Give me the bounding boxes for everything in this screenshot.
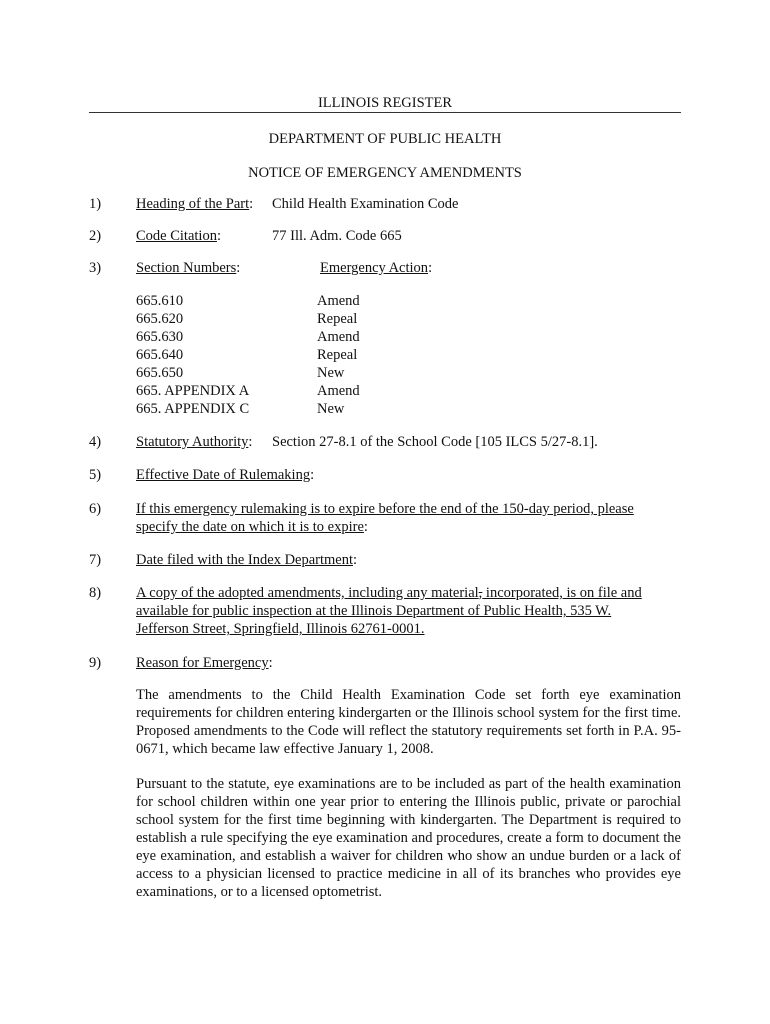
item-3-label: Section Numbers <box>136 260 237 276</box>
item-4-number: 4) <box>89 434 102 450</box>
item-6-number: 6) <box>89 501 102 517</box>
item-1-number: 1) <box>89 196 102 212</box>
item-2-label: Code Citation <box>136 228 217 244</box>
item-3 <box>136 259 240 277</box>
item-4-colon: : <box>248 434 253 450</box>
item-9 <box>136 654 273 672</box>
item-3-colon: : <box>236 260 241 276</box>
item-8-line-2: available for public inspection at the Illinois Department of Public Health, 535 W. <box>136 603 612 619</box>
item-1-label: Heading of the Part <box>136 196 250 212</box>
item-4-label: Statutory Authority <box>136 434 249 450</box>
emergency-action-label: Emergency Action <box>320 260 429 276</box>
notice-title: NOTICE OF EMERGENCY AMENDMENTS <box>248 165 522 181</box>
section-action: New <box>317 365 345 381</box>
section-row <box>136 346 436 364</box>
item-7-number: 7) <box>89 552 102 568</box>
section-action: Amend <box>317 293 360 309</box>
section-code: 665.650 <box>136 365 184 381</box>
department-title: DEPARTMENT OF PUBLIC HEALTH <box>268 131 502 147</box>
section-code: 665. APPENDIX A <box>136 383 250 399</box>
item-2-number: 2) <box>89 228 102 244</box>
section-code: 665.610 <box>136 293 184 309</box>
item-8-number: 8) <box>89 585 102 601</box>
item-9-label: Reason for Emergency <box>136 655 269 671</box>
section-code: 665.630 <box>136 329 184 345</box>
item-1 <box>136 195 253 213</box>
section-row <box>136 328 436 346</box>
register-title: ILLINOIS REGISTER <box>317 95 453 111</box>
section-row <box>136 382 436 400</box>
item-8-line-1 <box>136 584 642 602</box>
item-8-text-c: incorporated, is on file and <box>482 585 642 601</box>
emergency-action-colon: : <box>428 260 433 276</box>
section-code: 665.640 <box>136 347 184 363</box>
item-3-number: 3) <box>89 260 102 276</box>
item-1-value: Child Health Examination Code <box>272 196 459 212</box>
reason-paragraph-1: The amendments to the Child Health Examination Code set forth eye examination requirements for children entering kindergarten or the Illinois school system for the first time. Proposed amendments to the Code will reflect the statutory requirements set forth in P.A. 95-0671, which became law effective January 1, 2008. <box>136 687 681 757</box>
item-9-number: 9) <box>89 655 102 671</box>
item-4-value: Section 27-8.1 of the School Code [105 ILCS 5/27-8.1]. <box>272 434 598 450</box>
section-code: 665. APPENDIX C <box>136 401 250 417</box>
item-5-number: 5) <box>89 467 102 483</box>
item-5-colon: : <box>310 467 315 483</box>
item-5-label: Effective Date of Rulemaking <box>136 467 311 483</box>
section-row <box>136 310 436 328</box>
item-7 <box>136 551 357 569</box>
section-row <box>136 292 436 310</box>
item-7-colon: : <box>353 552 358 568</box>
emergency-action-header <box>320 259 432 277</box>
item-2 <box>136 227 221 245</box>
item-6-line-1: If this emergency rulemaking is to expire before the end of the 150-day period, please <box>136 501 634 517</box>
header-rule <box>89 112 681 113</box>
reason-paragraph-2: Pursuant to the statute, eye examinations are to be included as part of the health examination for school children within one year prior to entering the Illinois public, private or parochial school system for the first time beginning with kindergarten. The Department is required to establish a rule specifying the eye examination and procedures, create a form to document the eye examination, and establish a waiver for children who show an undue burden or a lack of access to a physician licensed to practice medicine in all of its branches who provides eye examinations, or to a licensed optometrist. <box>136 776 681 900</box>
section-action: New <box>317 401 345 417</box>
section-row <box>136 400 436 418</box>
item-7-label: Date filed with the Index Department <box>136 552 354 568</box>
section-action: Amend <box>317 329 360 345</box>
item-6-label: specify the date on which it is to expire <box>136 519 364 535</box>
item-4 <box>136 433 252 451</box>
item-2-colon: : <box>216 228 221 244</box>
section-action: Repeal <box>317 347 358 363</box>
section-action: Repeal <box>317 311 358 327</box>
section-code: 665.620 <box>136 311 184 327</box>
item-8-line-3: Jefferson Street, Springfield, Illinois 62761-0001. <box>136 621 425 637</box>
item-8-text-a: A copy of the adopted amendments, including any material <box>136 585 479 601</box>
item-1-colon: : <box>249 196 254 212</box>
item-6-colon: : <box>363 519 368 535</box>
section-row <box>136 364 436 382</box>
section-action: Amend <box>317 383 360 399</box>
item-6-line-2 <box>136 518 368 536</box>
item-9-colon: : <box>268 655 273 671</box>
item-2-value: 77 Ill. Adm. Code 665 <box>272 228 402 244</box>
item-5 <box>136 466 314 484</box>
item-8-struck-comma: , <box>478 585 483 601</box>
